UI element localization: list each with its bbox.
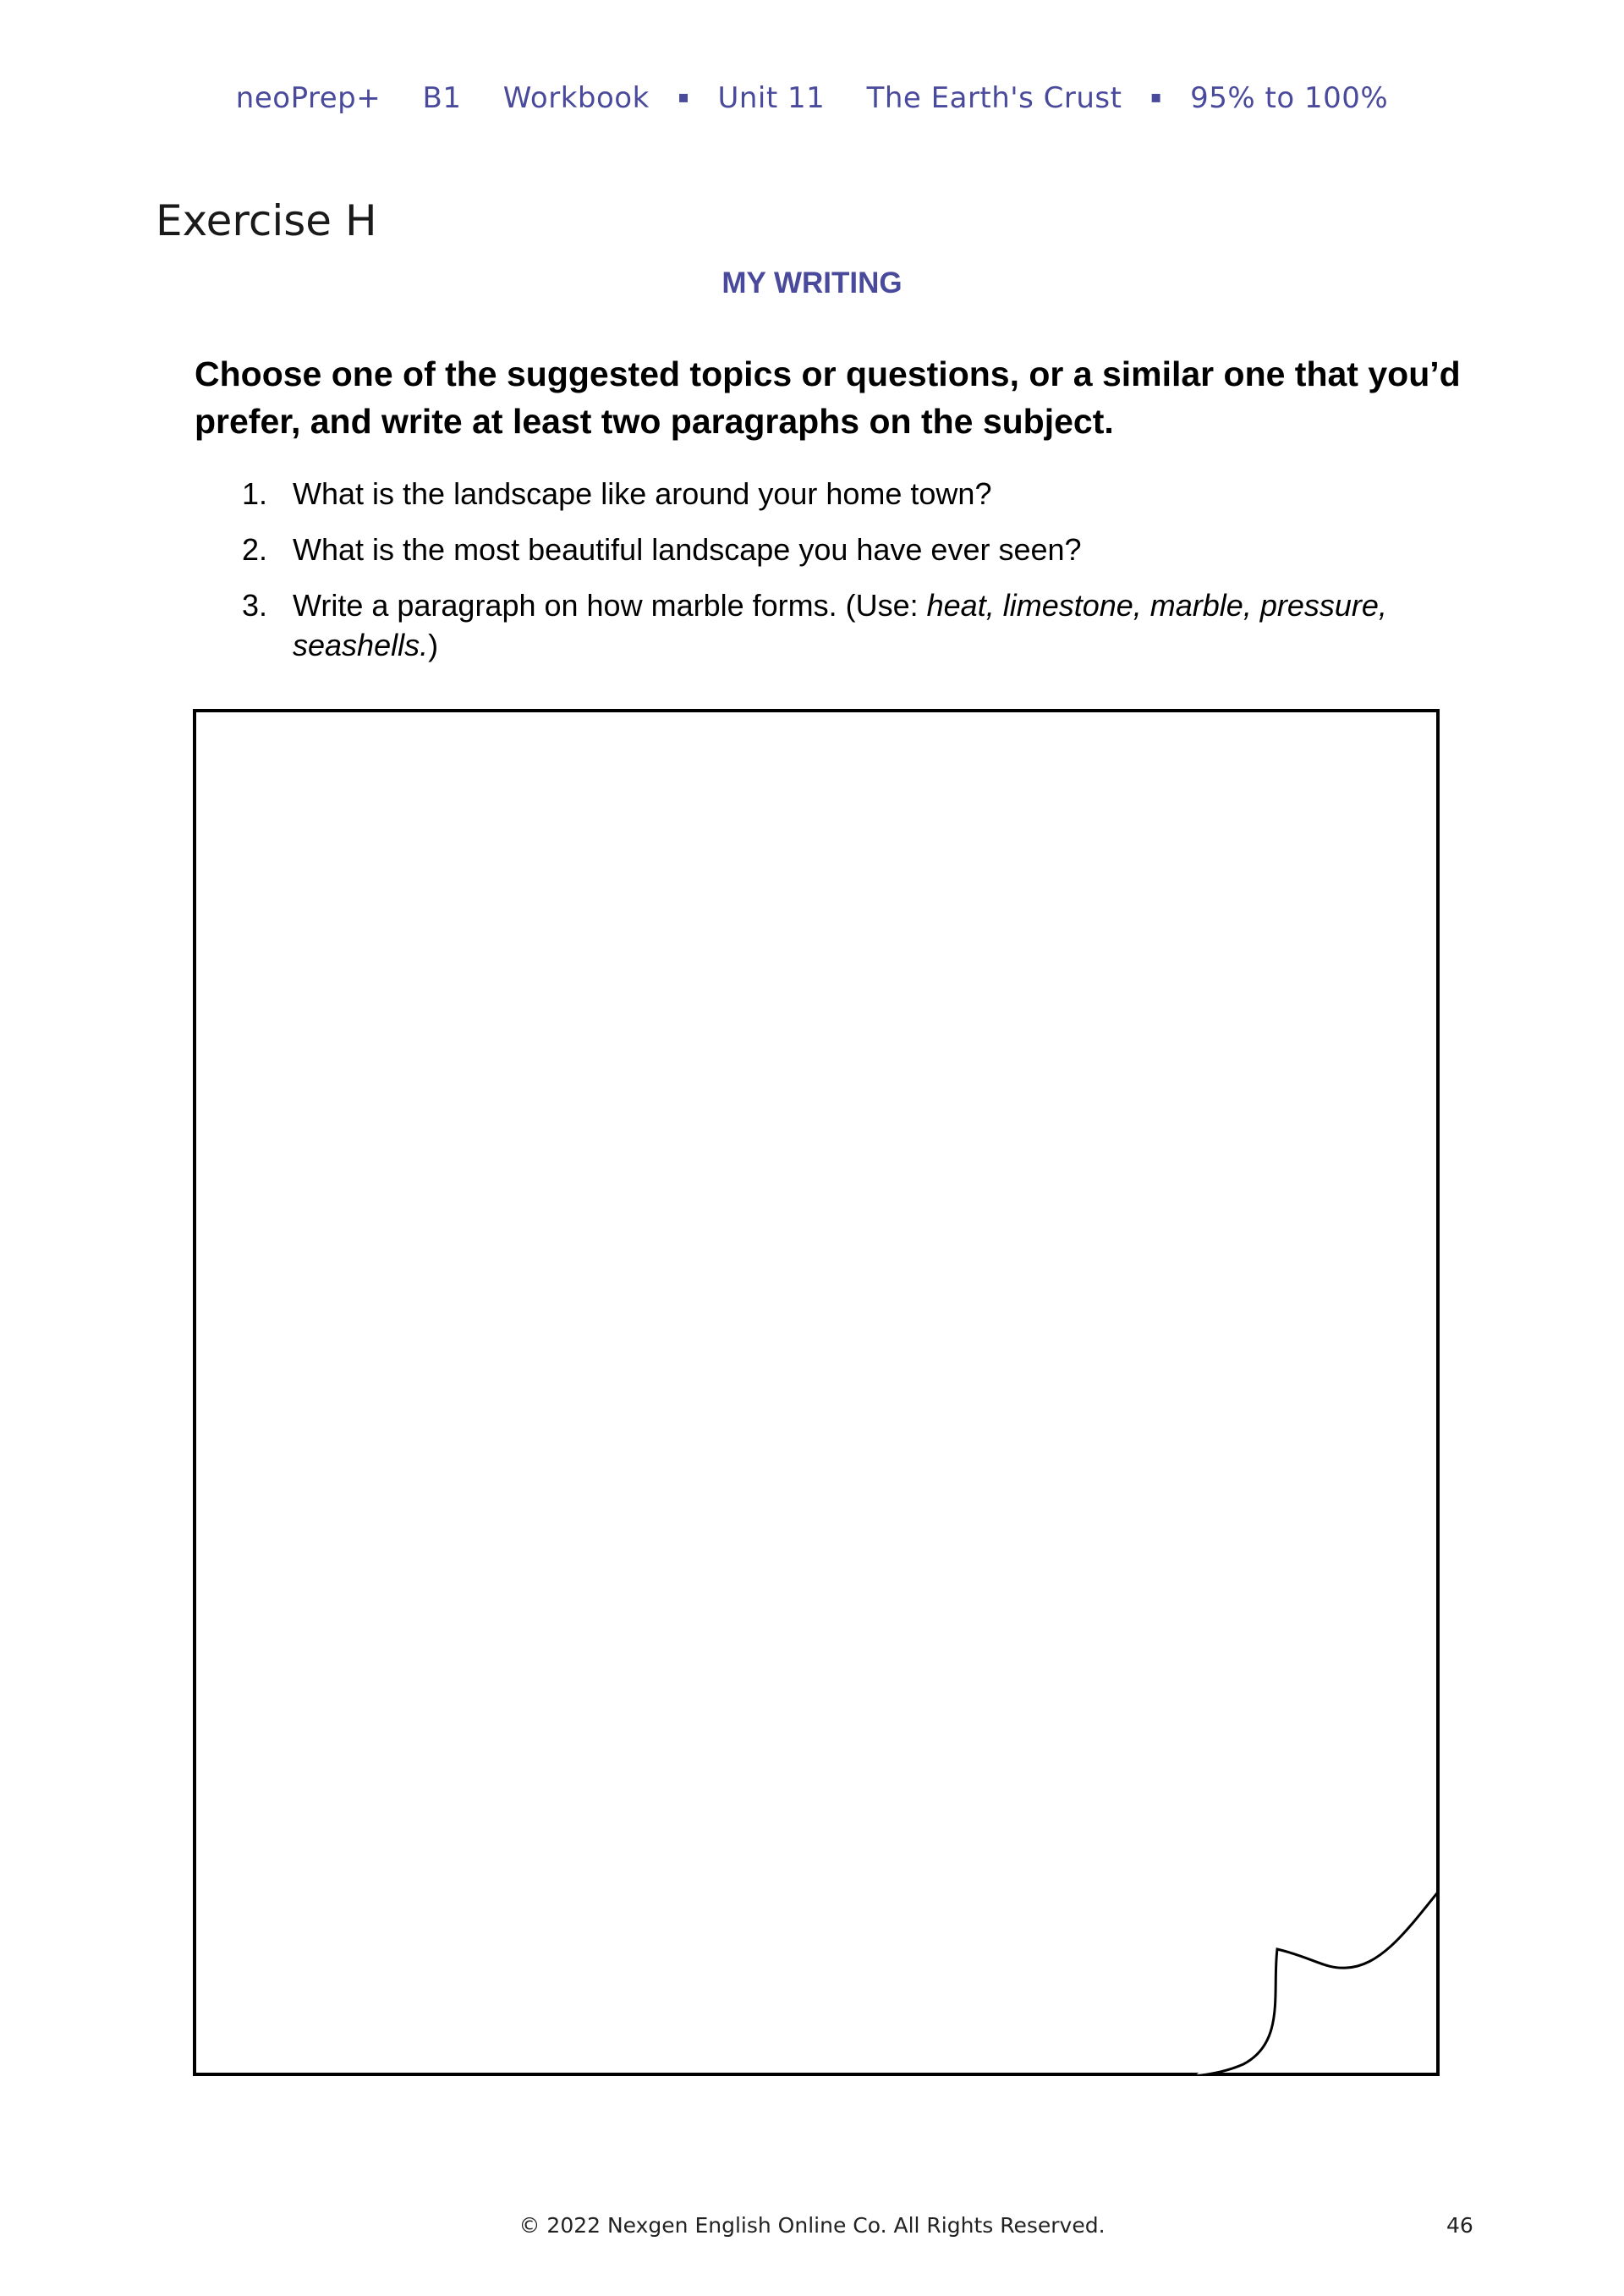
header-separator-1: ▪ bbox=[678, 86, 690, 107]
header-book: Workbook bbox=[502, 81, 650, 115]
question-text: What is the most beautiful landscape you have ever seen? bbox=[293, 532, 1082, 567]
page-curl-icon bbox=[1177, 1881, 1440, 2076]
header-brand: neoPrep+ bbox=[235, 81, 381, 115]
header-separator-2: ▪ bbox=[1149, 86, 1162, 107]
question-keywords: heat, limestone, marble, pressure, seashells. bbox=[293, 588, 1387, 662]
question-list bbox=[242, 474, 1409, 681]
question-text bbox=[293, 588, 1387, 662]
header-unit: Unit 11 bbox=[717, 81, 826, 115]
header-level: B1 bbox=[422, 81, 462, 115]
instructions: Choose one of the suggested topics or questions, or a similar one that you’d prefer, and write at least two paragraphs on the subject. bbox=[195, 354, 1461, 441]
page-number: 46 bbox=[1446, 2213, 1473, 2238]
question-text-before: Write a paragraph on how marble forms. (Use: bbox=[293, 588, 927, 623]
question-item bbox=[242, 530, 1409, 569]
question-number: 1. bbox=[242, 476, 268, 511]
question-number: 3. bbox=[242, 588, 268, 623]
header-range: 95% to 100% bbox=[1190, 81, 1389, 115]
section-title: MY WRITING bbox=[721, 266, 903, 299]
question-item bbox=[242, 585, 1409, 665]
exercise-title: Exercise H bbox=[156, 196, 377, 245]
question-number: 2. bbox=[242, 532, 268, 567]
question-text: What is the landscape like around your home town? bbox=[293, 476, 992, 511]
footer-copyright: © 2022 Nexgen English Online Co. All Rights Reserved. bbox=[518, 2213, 1106, 2238]
question-text-after: ) bbox=[428, 628, 439, 662]
page-header bbox=[0, 81, 1624, 115]
writing-area[interactable] bbox=[193, 709, 1440, 2076]
header-unit-title: The Earth's Crust bbox=[866, 81, 1122, 115]
question-item bbox=[242, 474, 1409, 514]
